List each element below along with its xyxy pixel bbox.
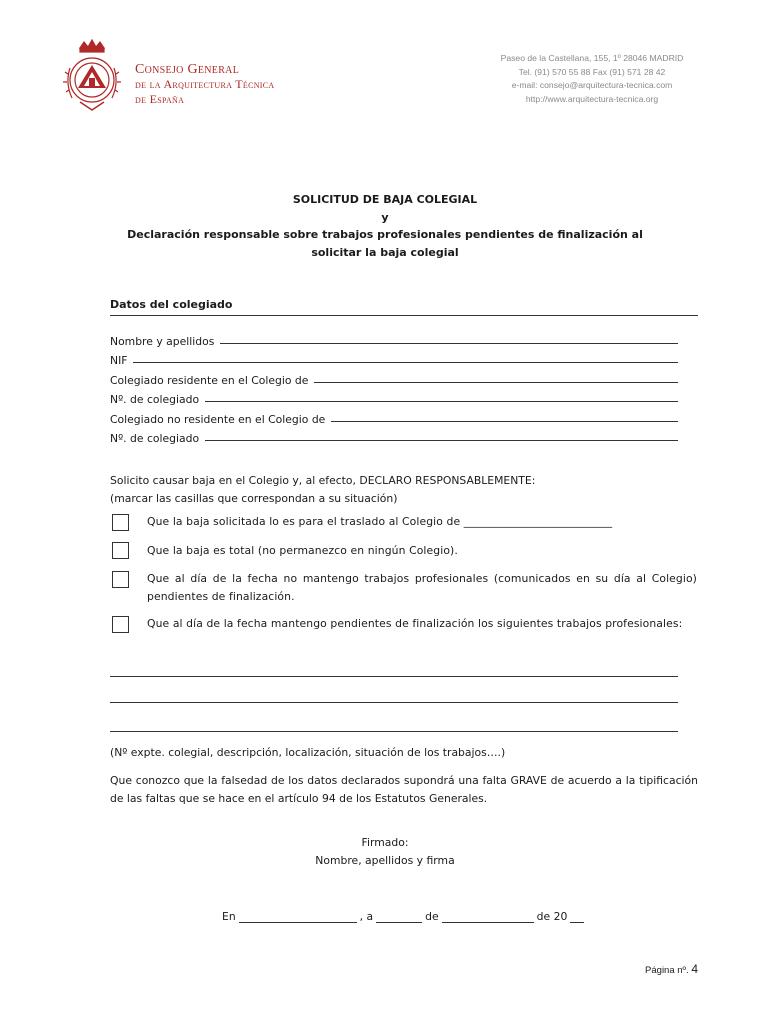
option-sin-trabajos: Que al día de la fecha no mantengo trabajos profesionales (comunicados en su día al Colegio) pendientes de finalización.: [147, 572, 697, 603]
field-line: [314, 382, 678, 383]
falsedad-warning: Que conozco que la falsedad de los datos declarados supondrá una falta GRAVE de acuerdo a la tipificación de las faltas que se hace en el artículo 94 de los Estatutos Generales.: [110, 774, 698, 805]
title-line-3: Declaración responsable sobre trabajos profesionales pendientes de finalización al: [127, 228, 643, 241]
field-label: Nº. de colegiado: [110, 432, 200, 445]
org-line-3: de España: [135, 92, 185, 106]
field-line: [133, 362, 678, 363]
email: e-mail: consejo@arquitectura-tecnica.com: [511, 80, 673, 90]
title-line-4: solicitar la baja colegial: [311, 245, 459, 259]
field-label: Colegiado no residente en el Colegio de: [110, 413, 326, 426]
title-line-2: y: [381, 210, 389, 224]
field-line: [220, 343, 678, 344]
trabajos-line-3[interactable]: [110, 731, 678, 732]
option-traslado: Que la baja solicitada lo es para el traslado al Colegio de ___________________________: [147, 515, 613, 528]
field-colegio-no-residente[interactable]: [110, 410, 678, 426]
day-blank[interactable]: [376, 910, 422, 923]
checkbox-sin-trabajos[interactable]: [112, 571, 129, 588]
organization-name: [135, 62, 274, 107]
signature-label: Firmado:: [361, 836, 409, 849]
field-nif[interactable]: [110, 351, 678, 367]
field-numero-colegiado-2[interactable]: [110, 429, 678, 445]
document-title: [0, 191, 770, 261]
org-line-2: de la Arquitectura Técnica: [135, 77, 275, 91]
intro-line-2: (marcar las casillas que correspondan a su situación): [110, 491, 398, 505]
option-con-trabajos: Que al día de la fecha mantengo pendientes de finalización los siguientes trabajos profesionales:: [147, 617, 683, 630]
field-label: Nombre y apellidos: [110, 335, 215, 348]
field-label: NIF: [110, 354, 128, 367]
signature-sub: Nombre, apellidos y firma: [315, 854, 455, 867]
date-a: , a: [359, 910, 374, 923]
page-label: Página nº.: [645, 965, 689, 976]
field-numero-colegiado[interactable]: [110, 390, 678, 406]
page-number-value: 4: [691, 962, 698, 976]
date-de-1: de: [425, 910, 439, 923]
address: Paseo de la Castellana, 155, 1º 28046 MADRID: [500, 53, 684, 63]
field-line: [331, 421, 678, 422]
website: http://www.arquitectura-tecnica.org: [525, 93, 659, 104]
checkbox-traslado[interactable]: [112, 514, 129, 531]
year-blank[interactable]: [570, 910, 584, 923]
coat-of-arms-logo: [62, 38, 122, 116]
field-line: [205, 440, 678, 441]
field-label: Nº. de colegiado: [110, 393, 200, 406]
trabajos-note: (Nº expte. colegial, descripción, localización, situación de los trabajos….): [110, 746, 506, 759]
checkbox-con-trabajos[interactable]: [112, 616, 129, 633]
date-de-2: de 20: [536, 910, 568, 923]
signature-block: [0, 834, 770, 870]
month-blank[interactable]: [442, 910, 534, 923]
field-line: [205, 401, 678, 402]
field-colegio-residente[interactable]: [110, 371, 678, 387]
field-nombre[interactable]: [110, 332, 678, 348]
section-title: Datos del colegiado: [110, 298, 698, 316]
date-line[interactable]: [222, 907, 587, 923]
declaration-intro: [110, 472, 698, 507]
date-en: En: [222, 910, 236, 923]
trabajos-line-1[interactable]: [110, 676, 678, 677]
page-number: [645, 962, 698, 976]
contact-block: [472, 52, 712, 106]
option-baja-total: Que la baja es total (no permanezco en ningún Colegio).: [147, 544, 458, 557]
intro-line-1: Solicito causar baja en el Colegio y, al efecto, DECLARO RESPONSABLEMENTE:: [110, 474, 536, 487]
checkbox-baja-total[interactable]: [112, 542, 129, 559]
org-line-1: Consejo General: [135, 62, 240, 77]
field-label: Colegiado residente en el Colegio de: [110, 374, 309, 387]
place-blank[interactable]: [239, 910, 357, 923]
title-line-1: SOLICITUD DE BAJA COLEGIAL: [292, 193, 478, 206]
trabajos-line-2[interactable]: [110, 702, 678, 703]
phone: Tel. (91) 570 55 88 Fax (91) 571 28 42: [518, 66, 666, 77]
